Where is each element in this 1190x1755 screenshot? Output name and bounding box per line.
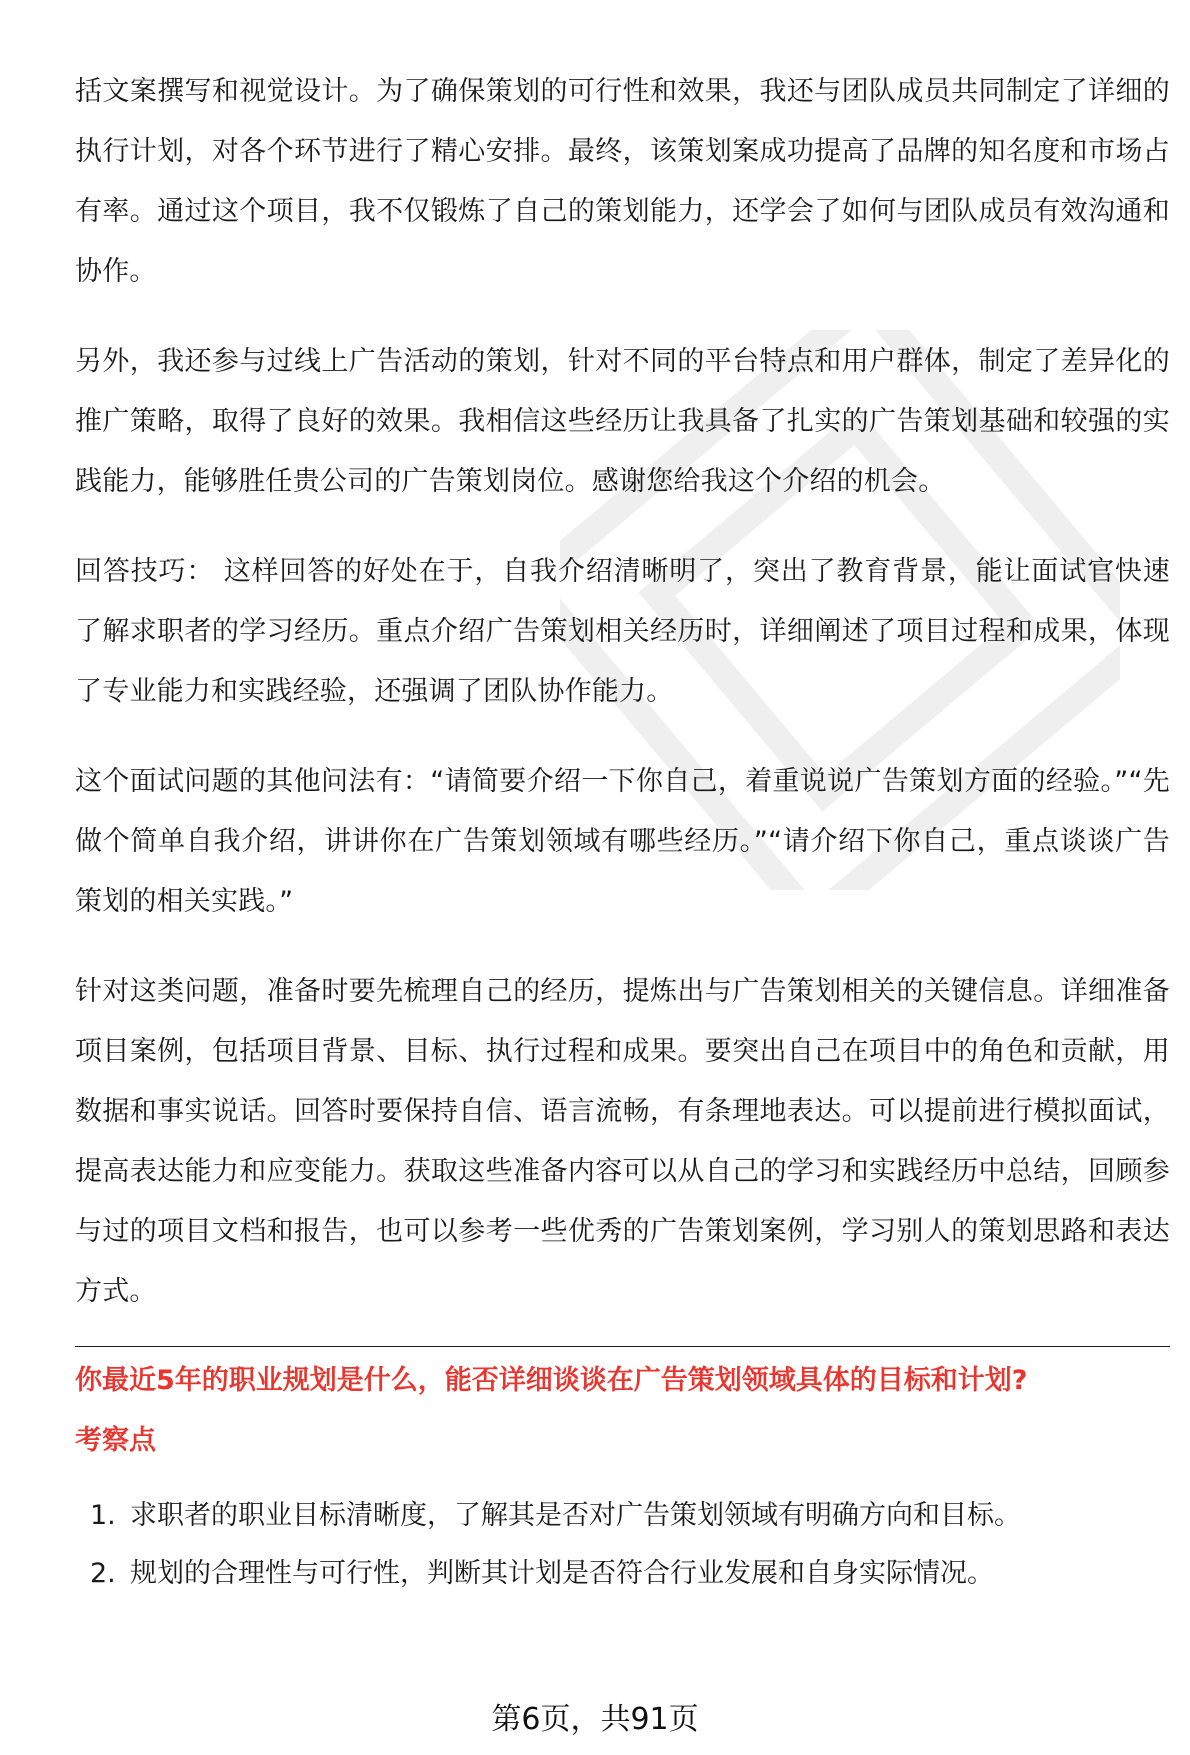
list-item: [75, 1545, 1170, 1603]
document-page: [75, 62, 1170, 1603]
section-divider: [75, 1346, 1170, 1347]
paragraph: 括文案撰写和视觉设计。为了确保策划的可行性和效果，我还与团队成员共同制定了详细的执行计划，对各个环节进行了精心安排。最终，该策划案成功提高了品牌的知名度和市场占有率。通过这个项目，我不仅锻炼了自己的策划能力，还学会了如何与团队成员有效沟通和协作。: [75, 76, 1170, 287]
page-number-footer: 第6页，共91页: [491, 1702, 699, 1737]
list-item-number: 1.: [90, 1500, 116, 1531]
list-item-text: 规划的合理性与可行性，判断其计划是否符合行业发展和自身实际情况。: [130, 1558, 994, 1589]
paragraph: 另外，我还参与过线上广告活动的策划，针对不同的平台特点和用户群体，制定了差异化的推广策略，取得了良好的效果。我相信这些经历让我具备了扎实的广告策划基础和较强的实践能力，能够胜任贵公司的广告策划岗位。感谢您给我这个介绍的机会。: [75, 346, 1170, 497]
list-item: [75, 1487, 1170, 1545]
interview-question-heading: 你最近5年的职业规划是什么，能否详细谈谈在广告策划领域具体的目标和计划?: [75, 1365, 1028, 1396]
assessment-points-label: 考察点: [75, 1425, 156, 1456]
alternative-questions-paragraph: 这个面试问题的其他问法有：“请简要介绍一下你自己，着重说说广告策划方面的经验。”“先做个简单自我介绍，讲讲你在广告策划领域有哪些经历。”“请介绍下你自己，重点谈谈广告策划的相关实践。”: [75, 766, 1170, 917]
answer-tips-paragraph: 回答技巧： 这样回答的好处在于，自我介绍清晰明了，突出了教育背景，能让面试官快速了解求职者的学习经历。重点介绍广告策划相关经历时，详细阐述了项目过程和成果，体现了专业能力和实践经验，还强调了团队协作能力。: [75, 556, 1170, 707]
list-item-text: 求职者的职业目标清晰度，了解其是否对广告策划领域有明确方向和目标。: [130, 1500, 1021, 1531]
assessment-points-list: [75, 1487, 1170, 1603]
list-item-number: 2.: [90, 1558, 116, 1589]
preparation-advice-paragraph: 针对这类问题，准备时要先梳理自己的经历，提炼出与广告策划相关的关键信息。详细准备项目案例，包括项目背景、目标、执行过程和成果。要突出自己在项目中的角色和贡献，用数据和事实说话。回答时要保持自信、语言流畅，有条理地表达。可以提前进行模拟面试，提高表达能力和应变能力。获取这些准备内容可以从自己的学习和实践经历中总结，回顾参与过的项目文档和报告，也可以参考一些优秀的广告策划案例，学习别人的策划思路和表达方式。: [75, 976, 1170, 1307]
